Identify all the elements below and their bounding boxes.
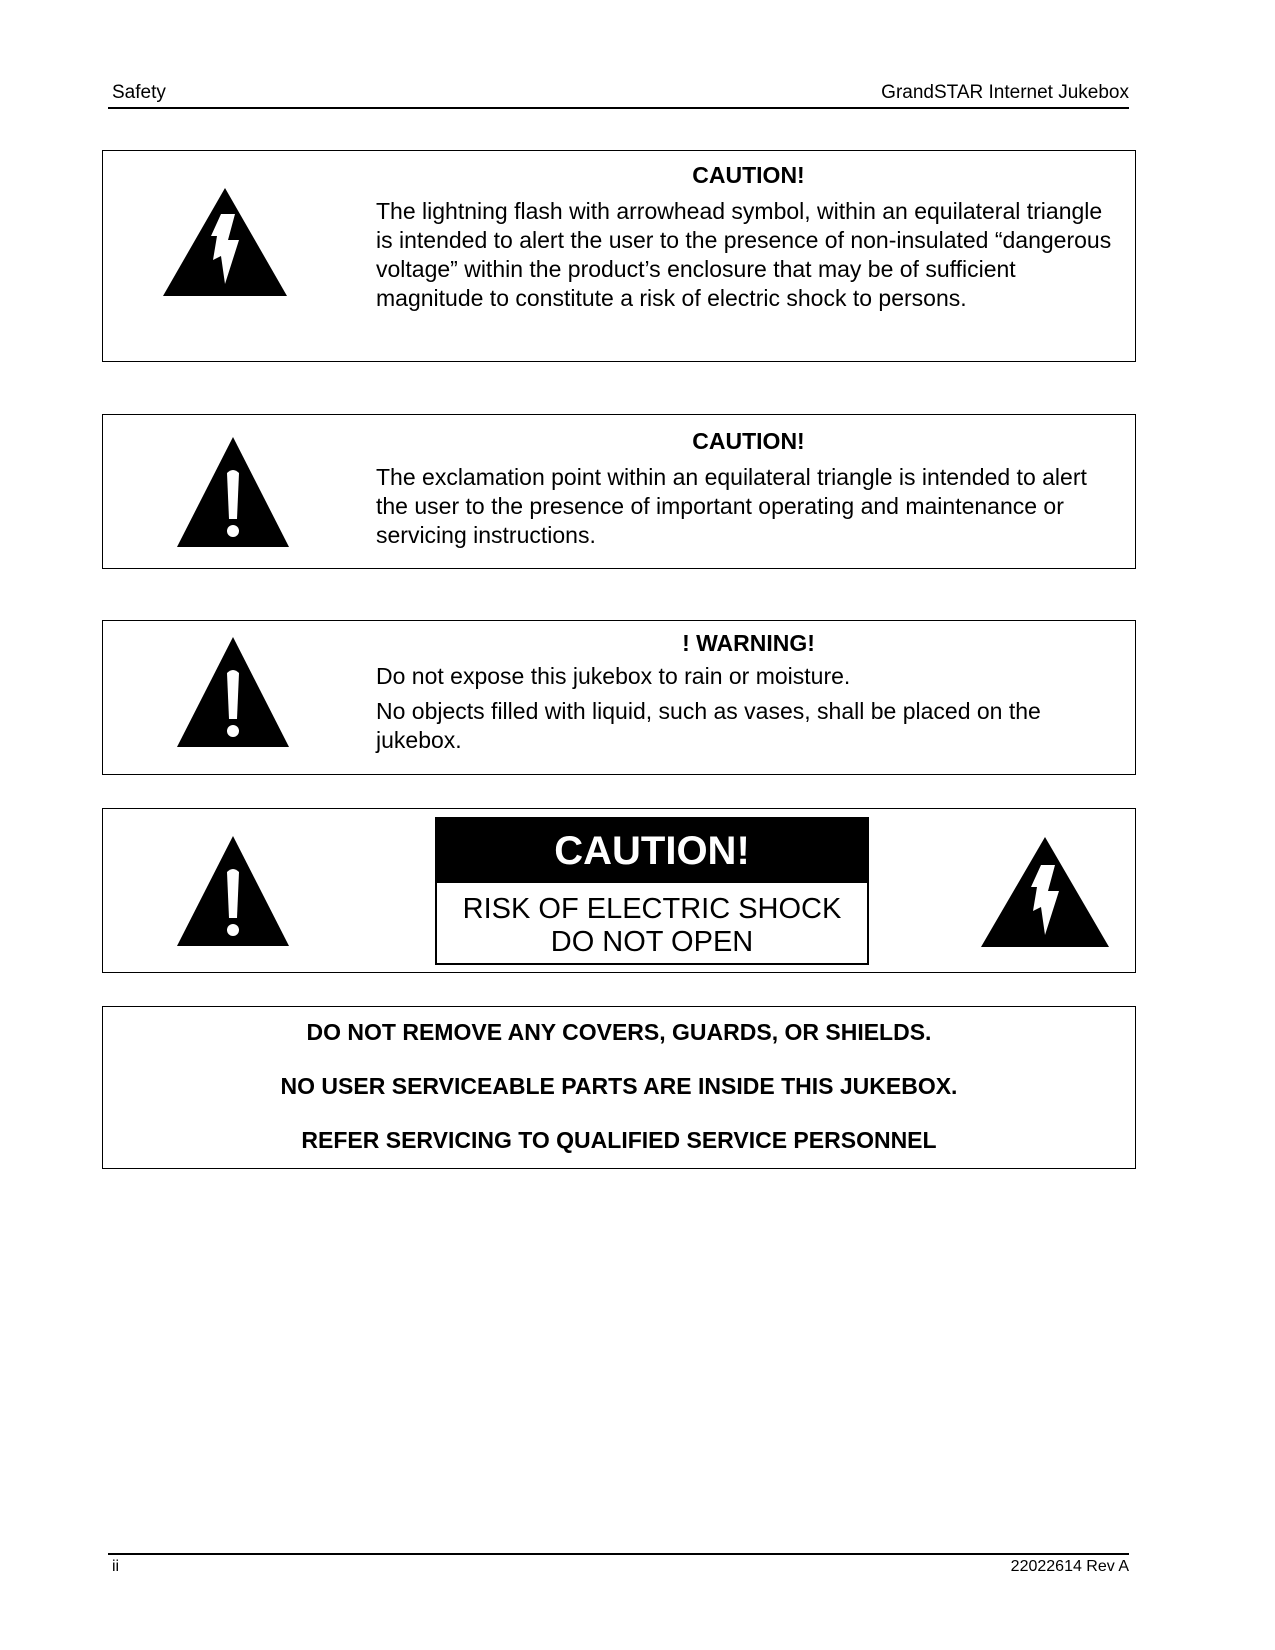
service-notice-line: REFER SERVICING TO QUALIFIED SERVICE PERSONNEL [301, 1127, 937, 1153]
lightning-triangle-icon [979, 835, 1111, 949]
service-notice-line: DO NOT REMOVE ANY COVERS, GUARDS, OR SHIELDS. [306, 1019, 932, 1045]
exclamation-triangle-icon [175, 834, 291, 948]
shock-label-line: RISK OF ELECTRIC SHOCK [462, 893, 842, 925]
footer-rule [108, 1553, 1129, 1555]
shock-label-panel [435, 817, 869, 965]
lightning-triangle-icon [161, 186, 289, 298]
caution-lightning-box [102, 150, 1136, 362]
page-number: ii [112, 1558, 120, 1575]
header-rule [108, 107, 1129, 109]
exclamation-triangle-icon [175, 435, 291, 549]
document-number: 22022614 Rev A [1010, 1558, 1129, 1575]
shock-label-line: DO NOT OPEN [550, 926, 754, 958]
service-notice-line: NO USER SERVICEABLE PARTS ARE INSIDE THIS JUKEBOX. [280, 1073, 958, 1099]
warning-line: No objects filled with liquid, such as vases, shall be placed on the jukebox. [376, 698, 1041, 753]
warning-line: Do not expose this jukebox to rain or moisture. [376, 663, 851, 689]
notice-body: The exclamation point within an equilateral triangle is intended to alert the user to the presence of important operating and maintenance or servicing instructions. [376, 464, 1087, 548]
header-title: GrandSTAR Internet Jukebox [881, 82, 1129, 103]
notice-heading: ! WARNING! [682, 630, 815, 656]
notice-body: The lightning flash with arrowhead symbol, within an equilateral triangle is intended to alert the user to the presence of non-insulated “dangerous voltage” within the product’s enclosure that may be of sufficient magnitude to constitute a risk of electric shock to persons. [376, 198, 1112, 311]
header-section: Safety [112, 82, 166, 103]
notice-heading: CAUTION! [692, 162, 805, 188]
shock-label-body [437, 883, 867, 959]
notice-content [376, 427, 1121, 550]
notice-body [376, 662, 1121, 755]
notice-content [376, 161, 1121, 313]
notice-content [376, 629, 1121, 755]
shock-label-title: CAUTION! [437, 819, 867, 883]
warning-moisture-box [102, 620, 1136, 775]
shock-label-box [102, 808, 1136, 973]
exclamation-triangle-icon [175, 635, 291, 749]
caution-exclamation-box [102, 414, 1136, 569]
notice-heading: CAUTION! [692, 428, 805, 454]
service-notice-box [102, 1006, 1136, 1169]
